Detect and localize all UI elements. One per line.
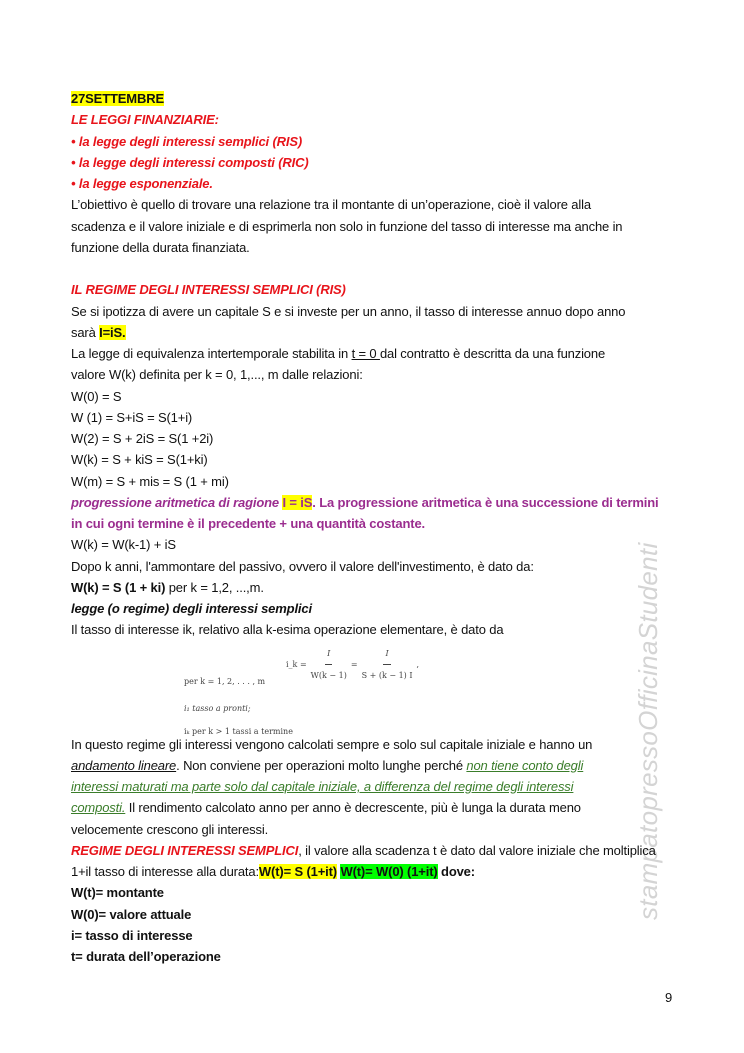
bullet-item: • la legge degli interessi semplici (RIS)	[71, 133, 303, 149]
definition: i= tasso di interesse	[71, 927, 193, 943]
green-underlined-text: non tiene conto degli	[466, 757, 584, 773]
highlight-formula: I=iS.	[99, 324, 126, 340]
equation: W (1) = S+iS = S(1+i)	[71, 409, 193, 425]
equation: W(k) = S + kiS = S(1+ki)	[71, 452, 208, 468]
date-heading: 27SETTEMBRE	[71, 91, 164, 106]
text: , il valore alla scadenza t è dato dal valore iniziale che moltiplica	[298, 842, 656, 858]
text: La legge di equivalenza intertemporale stabilita in	[71, 346, 352, 361]
watermark: stampatopressoOfficinaStudenti	[633, 542, 663, 920]
numerator: I	[325, 643, 332, 665]
text: 1+il tasso di interesse alla durata:	[71, 864, 259, 879]
page-number: 9	[665, 990, 673, 1005]
paragraph-line: Dopo k anni, l'ammontare del passivo, ovvero il valore dell'investimento, è dato da:	[71, 558, 534, 574]
paragraph-line: scadenza e il valore iniziale e di esprimerla non solo in funzione del tasso di interesse ma anche in	[71, 218, 623, 234]
paragraph-line: funzione della durata finanziata.	[71, 239, 250, 255]
bullet-item: • la legge esponenziale.	[71, 176, 213, 191]
paragraph-line: Il tasso di interesse ik, relativo alla k-esima operazione elementare, è dato da	[71, 622, 504, 638]
text: per k = 1,2, ...,m.	[165, 579, 264, 595]
text: dove:	[437, 864, 475, 879]
text: dal contratto è descritta da una funzione	[379, 346, 606, 361]
section-heading: LE LEGGI FINANZIARIE:	[71, 112, 219, 128]
comma: ,	[416, 659, 420, 669]
definition: t= durata dell’operazione	[71, 949, 221, 964]
denominator: W(k − 1)	[310, 670, 347, 680]
equation: W(m) = S + mis = S (1 + mi)	[71, 473, 229, 489]
paragraph-line: velocemente crescono gli interessi.	[71, 821, 269, 837]
bullet-item: • la legge degli interessi composti (RIC)	[71, 154, 309, 170]
document-body	[71, 88, 681, 967]
formula-range: per k = 1, 2, . . . , m	[184, 676, 266, 686]
formula-lhs: i_k =	[286, 659, 307, 669]
numerator: I	[383, 643, 390, 665]
section-heading: IL REGIME DEGLI INTERESSI SEMPLICI (RIS)	[71, 282, 346, 298]
equals: =	[350, 659, 358, 669]
highlight-formula: W(t)= S (1+it)	[258, 864, 337, 879]
paragraph-line: Se si ipotizza di avere un capitale S e si investe per un anno, il tasso di interesse annuo dopo anno	[71, 303, 626, 319]
equation: W(k) = W(k-1) + iS	[71, 537, 176, 553]
denominator: S + (k − 1) I	[361, 670, 413, 680]
paragraph-line: In questo regime gli interessi vengono calcolati sempre e solo sul capitale iniziale e hanno un	[71, 736, 593, 752]
formula: W(k) = S (1 + ki)	[71, 579, 166, 595]
underlined-text: andamento lineare	[71, 757, 177, 773]
paragraph-line: legge (o regime) degli interessi semplici	[71, 601, 312, 616]
formula-note: iₖ per k > 1 tassi a termine	[184, 726, 293, 736]
text: Il rendimento calcolato anno per anno è decrescente, più è lunga la durata meno	[125, 800, 581, 816]
equation: W(0) = S	[71, 388, 122, 404]
highlight-formula: I = iS	[282, 494, 313, 510]
text: sarà	[71, 324, 100, 340]
formula-note: i₁ tasso a pronti;	[184, 703, 251, 713]
definition: W(t)= montante	[71, 885, 164, 901]
text: progressione aritmetica di ragione	[71, 494, 283, 510]
red-heading-text: REGIME DEGLI INTERESSI SEMPLICI	[71, 842, 299, 858]
green-underlined-text: interessi maturati ma parte solo dal capitale iniziale, a differenza del regime degli interessi	[71, 779, 574, 794]
definition: W(0)= valore attuale	[71, 906, 192, 922]
text: . La progressione aritmetica è una successione di termini	[312, 494, 659, 510]
equation: W(2) = S + 2iS = S(1 +2i)	[71, 431, 214, 446]
underlined-text: t = 0	[351, 346, 380, 361]
formula-image	[71, 641, 681, 734]
paragraph-line: valore W(k) definita per k = 0, 1,..., m dalle relazioni:	[71, 367, 363, 383]
paragraph-line: in cui ogni termine è il precedente + una quantità costante.	[71, 516, 425, 531]
green-underlined-text: composti.	[71, 800, 126, 816]
text: . Non conviene per operazioni molto lunghe perché	[176, 757, 467, 773]
paragraph-line: L’obiettivo è quello di trovare una relazione tra il montante di un’operazione, cioè il valore alla	[71, 197, 591, 213]
highlight-formula-green: W(t)= W(0) (1+it)	[340, 864, 438, 879]
